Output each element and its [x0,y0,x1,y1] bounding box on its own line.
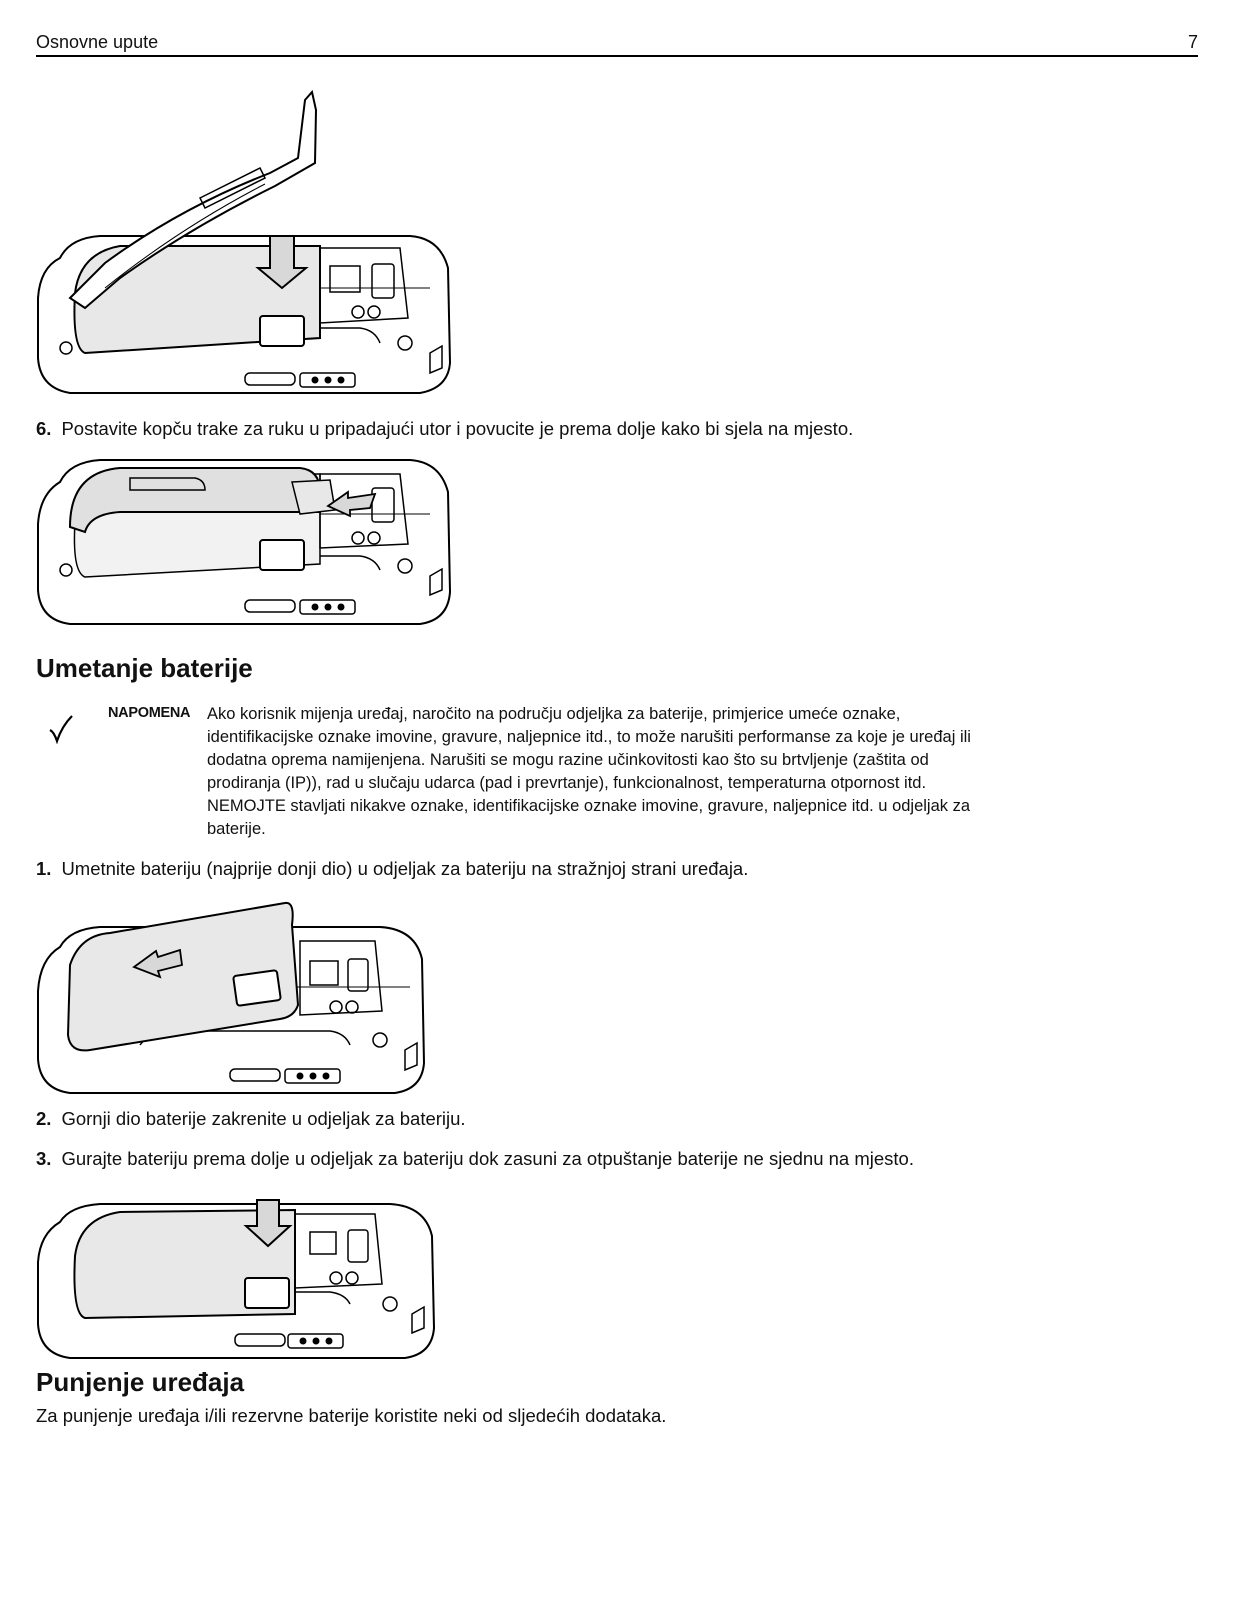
checkmark-icon [48,714,74,744]
step-text: Umetnite bateriju (najprije donji dio) u odjeljak za bateriju na stražnjoj strani uređaja. [61,858,749,879]
step-item [36,1147,914,1171]
header-title: Osnovne upute [36,32,159,52]
section-title-battery: Umetanje baterije [36,653,253,683]
charging-intro-text: Za punjenje uređaja i/ili rezervne baterije koristite neki od sljedećih dodataka. [36,1405,667,1426]
step-item [36,857,748,881]
step-number: 2. [36,1108,52,1129]
step-item [36,417,853,441]
figure-battery-insert [30,895,430,1097]
note-text: Ako korisnik mijenja uređaj, naročito na području odjeljka za baterije, primjerice umeće oznake, identifikacijske oznake imovine, gravure, naljepnice itd., to može narušiti performanse za koje je uređaj ili dodatna oprema namijenjena. Narušiti se mogu razine učinkovitosti kao što su brtvljenje (zaštita od prodiranja (IP)), rad u slučaju udarca (pad i prevrtanje), funkcionalnost, temperaturna otpornost itd. NEMOJTE stavljati nikakve oznake, identifikacijske oznake imovine, gravure, naljepnice itd. u odjeljak za baterije. [207,705,971,838]
step-text: Gurajte bateriju prema dolje u odjeljak za bateriju dok zasuni za otpuštanje baterije ne sjednu na mjesto. [61,1148,914,1169]
step-number: 6. [36,418,52,439]
page-header [36,31,1198,57]
step-number: 3. [36,1148,52,1169]
section-title-charging: Punjenje uređaja [36,1367,245,1397]
step-text: Postavite kopču trake za ruku u pripadajući utor i povucite je prema dolje kako bi sjela na mjesto. [61,418,854,439]
step-number: 1. [36,858,52,879]
step-item [36,1107,466,1131]
step-text: Gornji dio baterije zakrenite u odjeljak za bateriju. [61,1108,466,1129]
page-number: 7 [1187,32,1198,52]
figure-battery-seat [30,1196,440,1362]
figure-strap-insert [30,88,460,404]
figure-strap-clip [30,452,460,632]
note-label: NAPOMENA [108,705,191,721]
